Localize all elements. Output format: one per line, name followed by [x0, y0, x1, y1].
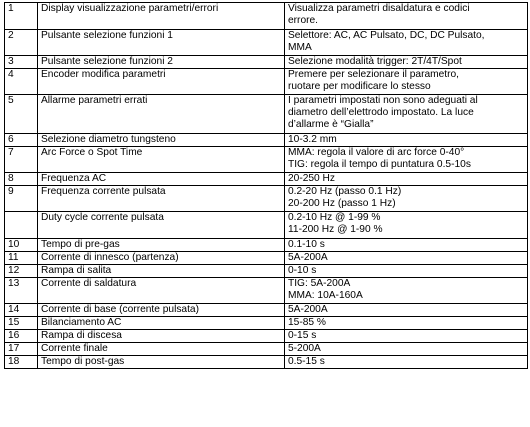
component-name: Corrente di saldatura [41, 278, 137, 289]
description-cell [285, 304, 528, 317]
description-line: 20-200 Hz (passo 1 Hz) [288, 198, 396, 209]
description-cell [285, 69, 528, 95]
description-cell [285, 278, 528, 304]
description-line: ruotare per modificare lo stesso [288, 81, 431, 92]
component-name: Duty cycle corrente pulsata [41, 212, 164, 223]
row-number: 7 [5, 147, 38, 173]
row-number: 5 [5, 95, 38, 134]
parameter-table-body [5, 3, 528, 369]
component-name-cell [38, 30, 285, 56]
description-cell [285, 173, 528, 186]
component-name-cell [38, 186, 285, 212]
component-name-cell [38, 147, 285, 173]
component-name-cell [38, 265, 285, 278]
component-name: Bilanciamento AC [41, 317, 122, 328]
component-name: Encoder modifica parametri [41, 69, 166, 80]
component-name: Rampa di salita [41, 265, 112, 276]
component-name-cell [38, 95, 285, 134]
description-line: Premere per selezionare il parametro, [288, 69, 459, 80]
component-name-cell [38, 343, 285, 356]
description-line: 0-15 s [288, 330, 317, 341]
description-line: 0.2-10 Hz @ 1-99 % [288, 212, 381, 223]
component-name-cell [38, 69, 285, 95]
description-cell [285, 330, 528, 343]
component-name: Corrente di base (corrente pulsata) [41, 304, 199, 315]
component-name-cell [38, 356, 285, 369]
row-number: 13 [5, 278, 38, 304]
component-name: Selezione diametro tungsteno [41, 134, 176, 145]
description-line: 5A-200A [288, 252, 328, 263]
description-cell [285, 56, 528, 69]
row-number: 12 [5, 265, 38, 278]
row-number: 4 [5, 69, 38, 95]
description-line: 11-200 Hz @ 1-90 % [288, 224, 383, 235]
component-name-cell [38, 252, 285, 265]
description-line: Selezione modalità trigger: 2T/4T/Spot [288, 56, 462, 67]
component-name-cell [38, 212, 285, 239]
description-cell [285, 134, 528, 147]
description-line: 0.2-20 Hz (passo 0.1 Hz) [288, 186, 402, 197]
description-cell [285, 147, 528, 173]
row-number: 9 [5, 186, 38, 212]
table-row [5, 343, 528, 356]
table-row [5, 330, 528, 343]
description-cell [285, 186, 528, 212]
row-number: 1 [5, 3, 38, 30]
table-row [5, 56, 528, 69]
description-line: MMA: 10A-160A [288, 290, 363, 301]
table-row [5, 278, 528, 304]
component-name-cell [38, 3, 285, 30]
row-number: 6 [5, 134, 38, 147]
row-number: 14 [5, 304, 38, 317]
component-name: Tempo di pre-gas [41, 239, 120, 250]
table-row [5, 239, 528, 252]
table-row [5, 3, 528, 30]
component-name-cell [38, 239, 285, 252]
description-cell [285, 356, 528, 369]
description-line: 5-200A [288, 343, 321, 354]
table-row [5, 265, 528, 278]
description-line: TIG: regola il tempo di puntatura 0.5-10s [288, 159, 471, 170]
description-cell [285, 212, 528, 239]
description-line: MMA [288, 42, 312, 53]
description-cell [285, 343, 528, 356]
table-row [5, 95, 528, 134]
description-line: MMA: regola il valore di arc force 0-40° [288, 147, 465, 158]
table-row [5, 304, 528, 317]
component-name: Rampa di discesa [41, 330, 122, 341]
table-row [5, 186, 528, 212]
component-name: Pulsante selezione funzioni 1 [41, 30, 173, 41]
description-line: diametro dell’elettrodo impostato. La luce [288, 107, 474, 118]
description-cell [285, 317, 528, 330]
description-cell [285, 239, 528, 252]
component-name: Frequenza corrente pulsata [41, 186, 166, 197]
description-line: TIG: 5A-200A [288, 278, 351, 289]
component-name-cell [38, 304, 285, 317]
row-number: 2 [5, 30, 38, 56]
description-line: Visualizza parametri disaldatura e codici [288, 3, 470, 14]
table-row [5, 317, 528, 330]
row-number: 17 [5, 343, 38, 356]
description-line: 0-10 s [288, 265, 317, 276]
table-row [5, 356, 528, 369]
table-row [5, 173, 528, 186]
component-name-cell [38, 330, 285, 343]
description-line: Selettore: AC, AC Pulsato, DC, DC Pulsato, [288, 30, 485, 41]
component-name-cell [38, 134, 285, 147]
row-number: 10 [5, 239, 38, 252]
row-number: 3 [5, 56, 38, 69]
description-line: d’allarme è “Gialla” [288, 119, 374, 130]
component-name-cell [38, 278, 285, 304]
component-name: Display visualizzazione parametri/errori [41, 3, 219, 14]
description-cell [285, 95, 528, 134]
component-name-cell [38, 173, 285, 186]
description-line: 20-250 Hz [288, 173, 336, 184]
description-line: 5A-200A [288, 304, 328, 315]
component-name: Pulsante selezione funzioni 2 [41, 56, 173, 67]
table-row [5, 30, 528, 56]
row-number: 11 [5, 252, 38, 265]
component-name: Tempo di post-gas [41, 356, 125, 367]
table-row [5, 252, 528, 265]
component-name: Corrente di innesco (partenza) [41, 252, 179, 263]
table-row [5, 212, 528, 239]
description-line: 0.5-15 s [288, 356, 325, 367]
parameter-table [4, 2, 528, 369]
row-number: 16 [5, 330, 38, 343]
table-row [5, 147, 528, 173]
description-line: 15-85 % [288, 317, 326, 328]
component-name-cell [38, 56, 285, 69]
description-line: 0.1-10 s [288, 239, 325, 250]
description-line: I parametri impostati non sono adeguati al [288, 95, 478, 106]
component-name-cell [38, 317, 285, 330]
row-number: 15 [5, 317, 38, 330]
description-cell [285, 252, 528, 265]
component-name: Frequenza AC [41, 173, 107, 184]
row-number [5, 212, 38, 239]
description-cell [285, 265, 528, 278]
description-cell [285, 3, 528, 30]
component-name: Arc Force o Spot Time [41, 147, 143, 158]
table-row [5, 69, 528, 95]
component-name: Allarme parametri errati [41, 95, 148, 106]
table-row [5, 134, 528, 147]
description-line: 10-3.2 mm [288, 134, 337, 145]
component-name: Corrente finale [41, 343, 108, 354]
description-cell [285, 30, 528, 56]
description-line: errore. [288, 15, 319, 26]
row-number: 18 [5, 356, 38, 369]
row-number: 8 [5, 173, 38, 186]
